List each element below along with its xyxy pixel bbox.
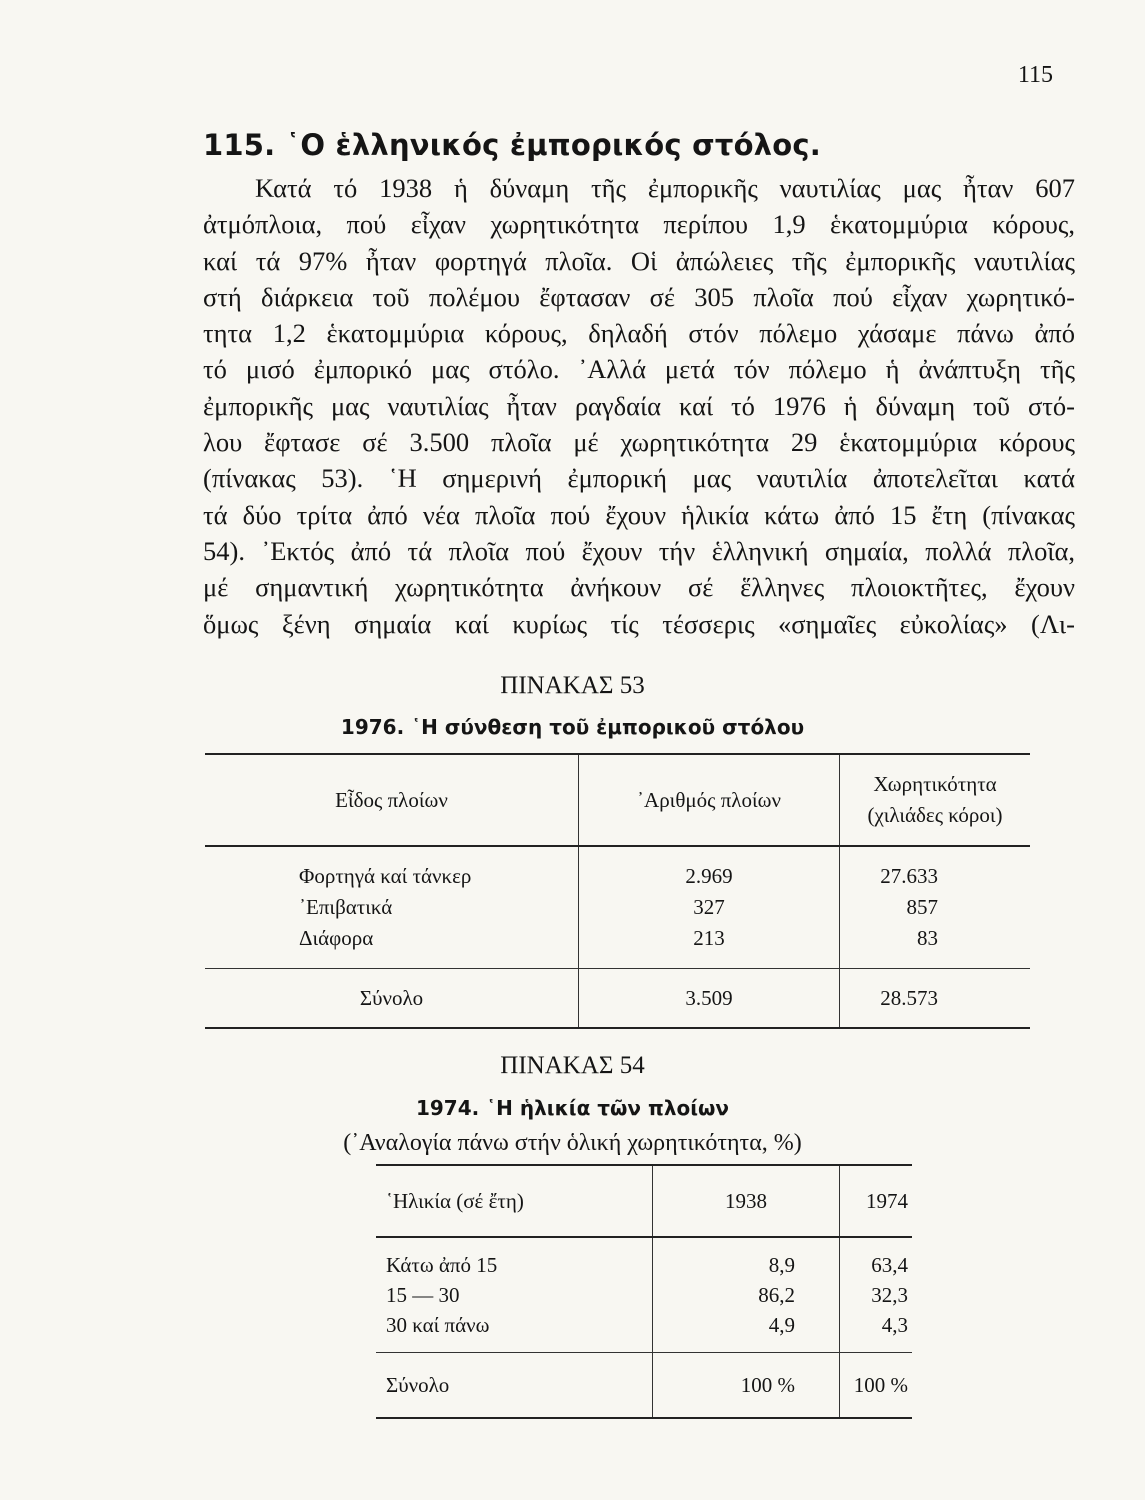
body-line: μέ σημαντική χωρητικότητα ἀνήκουν σέ ἕλληνες πλοιοκτῆτες, ἔχουν: [203, 572, 1075, 603]
cell-total-count: 3.509: [579, 969, 840, 1029]
table54-header-row: [376, 1165, 912, 1237]
body-line: ἐμπορικῆς μας ναυτιλίας ἦταν ραγδαία καί τό 1976 ἡ δύναμη τοῦ στό-: [203, 390, 1075, 421]
body-line: ὅμως ξένη σημαία καί κυρίως τίς τέσσερις «σημαῖες εὐκολίας» (Λι-: [203, 608, 1075, 639]
cell-1974: 4,3: [840, 1310, 913, 1353]
table-row: [205, 846, 1030, 892]
body-line: τητα 1,2 ἑκατομμύρια κόρους, δηλαδή στόν πόλεμο χάσαμε πάνω ἀπό: [203, 318, 1075, 349]
cell-capacity: 83: [840, 923, 1031, 969]
body-line: τά δύο τρίτα ἀπό νέα πλοῖα πού ἔχουν ἡλικία κάτω ἀπό 15 ἔτη (πίνακας: [203, 499, 1075, 530]
table-row: [205, 892, 1030, 923]
table54: [376, 1164, 912, 1419]
table-total-row: [376, 1353, 912, 1419]
table-row: [205, 923, 1030, 969]
header-1938: 1938: [653, 1165, 840, 1237]
cell-count: 213: [579, 923, 840, 969]
header-1974: 1974: [840, 1165, 913, 1237]
cell-total-label: Σύνολο: [376, 1353, 653, 1419]
table54-title: 1974. ῾Η ἡλικία τῶν πλοίων: [415, 1096, 730, 1120]
body-line: ἀτμόπλοια, πού εἶχαν χωρητικότητα περίπου 1,9 ἑκατομμύρια κόρους,: [203, 209, 1075, 240]
table53: [205, 753, 1030, 1029]
body-line: τό μισό ἐμπορικό μας στόλο. ᾿Αλλά μετά τόν πόλεμο ἡ ἀνάπτυξη τῆς: [203, 354, 1075, 385]
header-age: ῾Ηλικία (σέ ἔτη): [376, 1165, 653, 1237]
cell-1938: 4,9: [653, 1310, 840, 1353]
body-paragraph: [203, 170, 1075, 642]
cell-capacity: 27.633: [840, 846, 1031, 892]
cell-total-1974: 100 %: [840, 1353, 913, 1419]
cell-count: 327: [579, 892, 840, 923]
body-line: στή διάρκεια τοῦ πολέμου ἔφτασαν σέ 305 πλοῖα πού εἶχαν χωρητικό-: [203, 281, 1075, 312]
header-ship-type: Εἶδος πλοίων: [205, 754, 579, 846]
table53-header-row: [205, 754, 1030, 846]
section-title: 115. ῾Ο ἑλληνικός ἐμπορικός στόλος.: [203, 128, 821, 162]
page-number: 115: [1017, 62, 1053, 88]
body-line: Κατά τό 1938 ἡ δύναμη τῆς ἐμπορικῆς ναυτιλίας μας ἦταν 607: [255, 173, 1075, 203]
cell-1974: 32,3: [840, 1280, 913, 1310]
cell-total-1938: 100 %: [653, 1353, 840, 1419]
table53-caption: ΠΙΝΑΚΑΣ 53: [500, 672, 645, 699]
table-row: [376, 1280, 912, 1310]
table54-subtitle: (᾿Αναλογία πάνω στήν ὁλική χωρητικότητα, %): [343, 1130, 802, 1156]
body-line: (πίνακας 53). ῾Η σημερινή ἐμπορική μας ναυτιλία ἀποτελεῖται κατά: [203, 463, 1075, 494]
cell-type: Φορτηγά καί τάνκερ: [299, 864, 472, 888]
cell-age: 30 καί πάνω: [386, 1312, 490, 1337]
cell-age: Κάτω ἀπό 15: [386, 1252, 498, 1277]
table53-title: 1976. ῾Η σύνθεση τοῦ ἐμπορικοῦ στόλου: [340, 715, 805, 739]
header-capacity: [840, 754, 1031, 846]
header-capacity-line2: (χιλιάδες κόροι): [867, 803, 1003, 827]
table-total-row: [205, 969, 1030, 1029]
table-row: [376, 1310, 912, 1353]
header-capacity-line1: Χωρητικότητα: [873, 772, 997, 796]
cell-type: Διάφορα: [299, 926, 374, 950]
cell-1938: 8,9: [653, 1237, 840, 1280]
cell-count: 2.969: [579, 846, 840, 892]
header-ship-count: ᾿Αριθμός πλοίων: [579, 754, 840, 846]
cell-capacity: 857: [840, 892, 1031, 923]
cell-1974: 63,4: [840, 1237, 913, 1280]
body-line: λου ἔφτασε σέ 3.500 πλοῖα μέ χωρητικότητα 29 ἑκατομμύρια κόρους: [203, 427, 1075, 458]
cell-total-label: Σύνολο: [205, 969, 579, 1029]
table54-caption: ΠΙΝΑΚΑΣ 54: [500, 1052, 645, 1079]
cell-1938: 86,2: [653, 1280, 840, 1310]
table-row: [376, 1237, 912, 1280]
body-line: καί τά 97% ἦταν φορτηγά πλοῖα. Οἱ ἀπώλειες τῆς ἐμπορικῆς ναυτιλίας: [203, 245, 1075, 276]
cell-type: ᾿Επιβατικά: [299, 895, 393, 919]
body-line: 54). ᾿Εκτός ἀπό τά πλοῖα πού ἔχουν τήν ἑλληνική σημαία, πολλά πλοῖα,: [203, 535, 1075, 566]
cell-age: 15 — 30: [386, 1282, 460, 1307]
cell-total-capacity: 28.573: [840, 969, 1031, 1029]
